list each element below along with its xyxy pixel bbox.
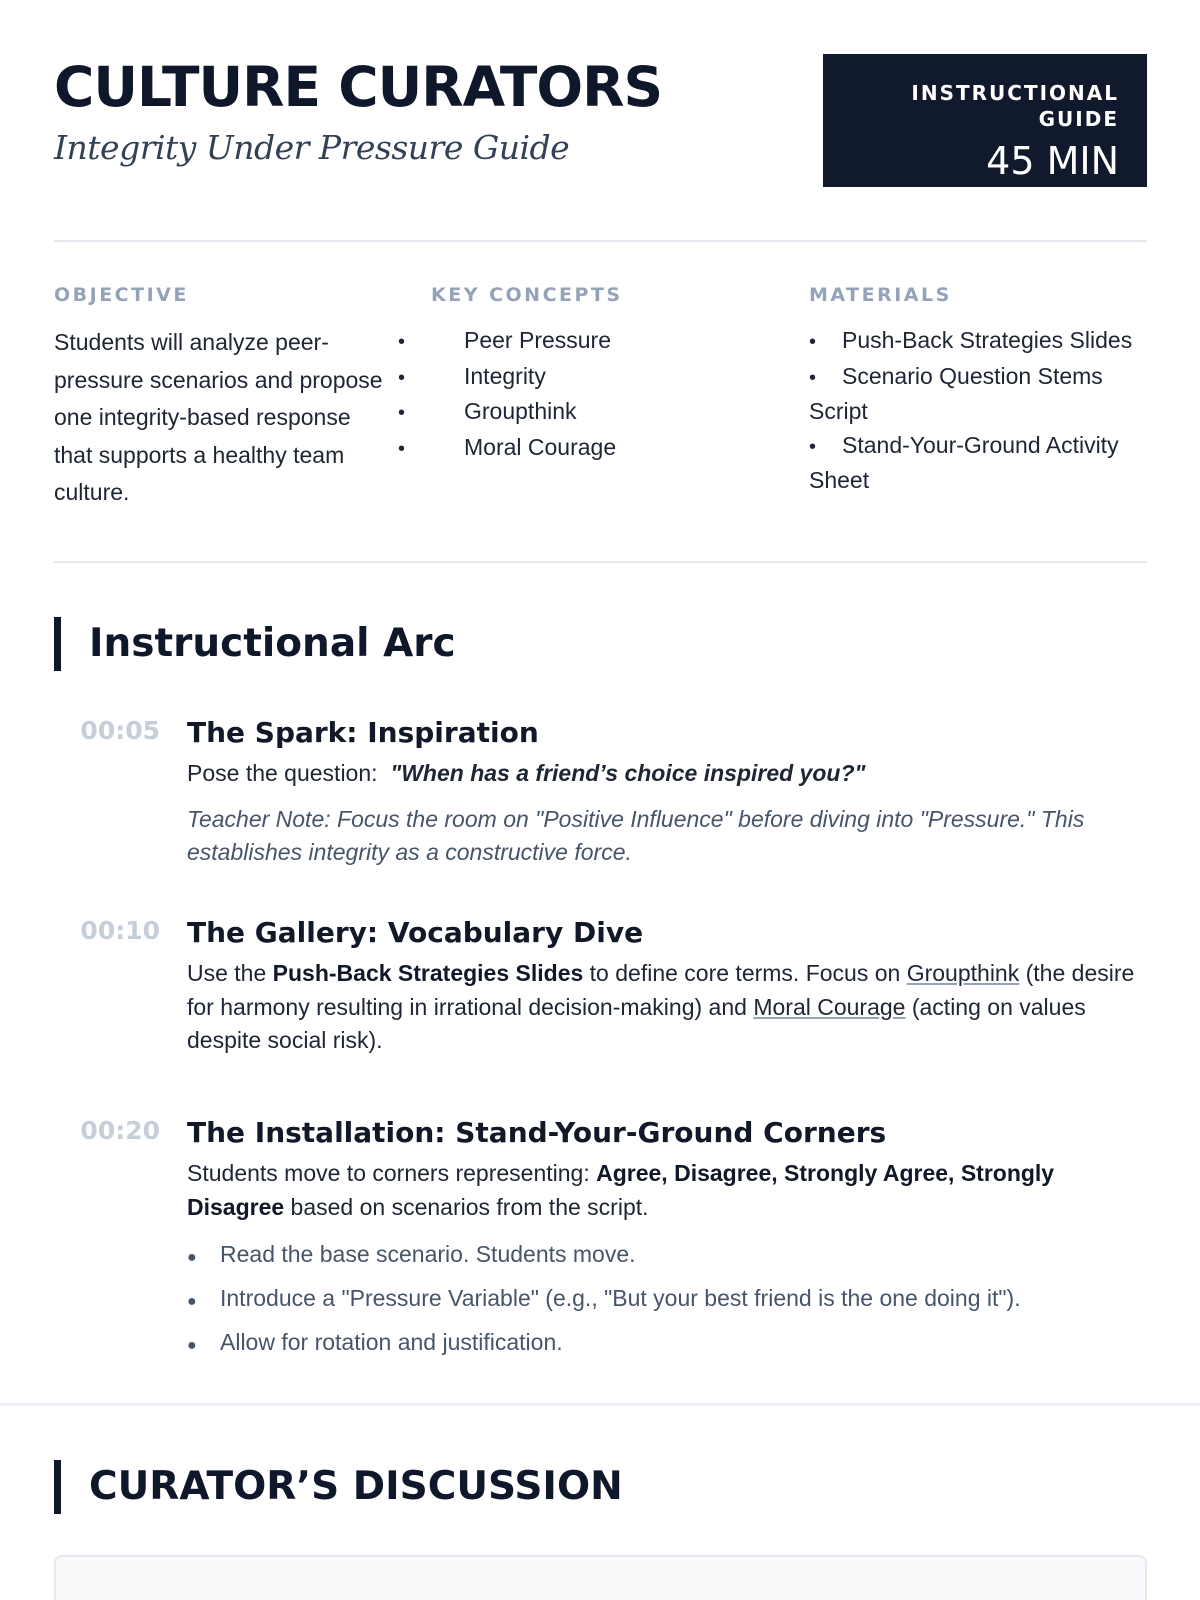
step-bullets bbox=[187, 1234, 1147, 1366]
header bbox=[54, 54, 1147, 188]
term-groupthink: Groupthink bbox=[906, 960, 1020, 986]
step-title: The Installation: Stand-Your-Ground Corners bbox=[187, 1116, 887, 1149]
step-title: The Spark: Inspiration bbox=[187, 716, 539, 749]
step-time: 00:05 bbox=[80, 716, 160, 745]
step-text: Students move to corners representing: Agree, Disagree, Strongly Agree, Strongly Disagree based on scenarios from the script. bbox=[187, 1160, 1055, 1220]
key-concepts-column bbox=[398, 283, 771, 466]
step-time: 00:20 bbox=[80, 1116, 160, 1145]
bullet-icon: • bbox=[809, 366, 817, 389]
step-body bbox=[187, 915, 1147, 1058]
discussion-heading: CURATOR’S DISCUSSION bbox=[54, 1460, 623, 1514]
header-divider bbox=[54, 240, 1147, 242]
bullet-icon: • bbox=[809, 331, 817, 353]
list-item: ● Introduce a "Pressure Variable" (e.g., "But your best friend is the one doing it"). bbox=[187, 1278, 1147, 1322]
list-item: ● Read the base scenario. Students move. bbox=[187, 1234, 1147, 1278]
step-time: 00:10 bbox=[80, 916, 160, 945]
list-item: • Integrity bbox=[431, 360, 771, 396]
materials-label: MATERIALS bbox=[809, 284, 952, 306]
key-concepts-label: KEY CONCEPTS bbox=[431, 284, 623, 306]
bullet-icon: ● bbox=[187, 1337, 197, 1354]
page-subtitle: Integrity Under Pressure Guide bbox=[54, 128, 570, 167]
page-title: CULTURE CURATORS bbox=[54, 55, 663, 119]
bullet-icon: ● bbox=[187, 1249, 197, 1266]
step-body bbox=[187, 715, 1147, 870]
bullet-icon: ● bbox=[187, 1293, 197, 1310]
list-item: • Stand-Your-Ground Activity Sheet bbox=[809, 431, 1119, 493]
instructional-arc-heading: Instructional Arc bbox=[54, 617, 456, 671]
list-item: • Scenario Question Stems Script bbox=[809, 362, 1103, 424]
list-item: • Groupthink bbox=[431, 395, 771, 431]
bullet-icon: • bbox=[809, 435, 817, 458]
bullet-icon: • bbox=[398, 331, 406, 353]
discussion-card bbox=[54, 1555, 1147, 1600]
objective-text: Students will analyze peer-pressure scenarios and propose one integrity-based response that supports a healthy team culture. bbox=[54, 329, 383, 505]
info-divider bbox=[54, 561, 1147, 563]
bullet-icon: • bbox=[398, 366, 406, 389]
step-quote: "When has a friend’s choice inspired you?" bbox=[390, 760, 866, 786]
section-divider bbox=[0, 1403, 1200, 1406]
badge-duration: 45 MIN bbox=[986, 139, 1119, 183]
materials-list bbox=[809, 324, 1149, 498]
step-title: The Gallery: Vocabulary Dive bbox=[187, 916, 644, 949]
teacher-note: Teacher Note: Focus the room on "Positive Influence" before diving into "Pressure." This establishes integrity as a constructive force. bbox=[187, 805, 1085, 865]
list-item: • Moral Courage bbox=[431, 431, 771, 467]
list-item: • Peer Pressure bbox=[431, 324, 771, 360]
duration-badge bbox=[823, 54, 1147, 187]
objective-column bbox=[54, 283, 394, 512]
term-moral-courage: Moral Courage bbox=[753, 993, 906, 1020]
objective-label: OBJECTIVE bbox=[54, 284, 189, 306]
badge-label: INSTRUCTIONAL GUIDE bbox=[911, 81, 1119, 131]
bullet-icon: • bbox=[398, 402, 406, 424]
step-text: Pose the question: "When has a friend’s choice inspired you?" bbox=[187, 760, 866, 786]
list-item: • Push-Back Strategies Slides bbox=[809, 324, 1149, 360]
list-item: ● Allow for rotation and justification. bbox=[187, 1322, 1147, 1366]
step-body bbox=[187, 1115, 1147, 1366]
materials-column bbox=[809, 283, 1149, 498]
bullet-icon: • bbox=[398, 437, 406, 460]
step-text: Use the Push-Back Strategies Slides to define core terms. Focus on Groupthink (the desire for harmony resulting in irrational decision-making) and Moral Courage (acting on values despite social risk). bbox=[187, 960, 1135, 1053]
key-concepts-list bbox=[398, 324, 771, 466]
info-grid bbox=[54, 283, 1147, 523]
